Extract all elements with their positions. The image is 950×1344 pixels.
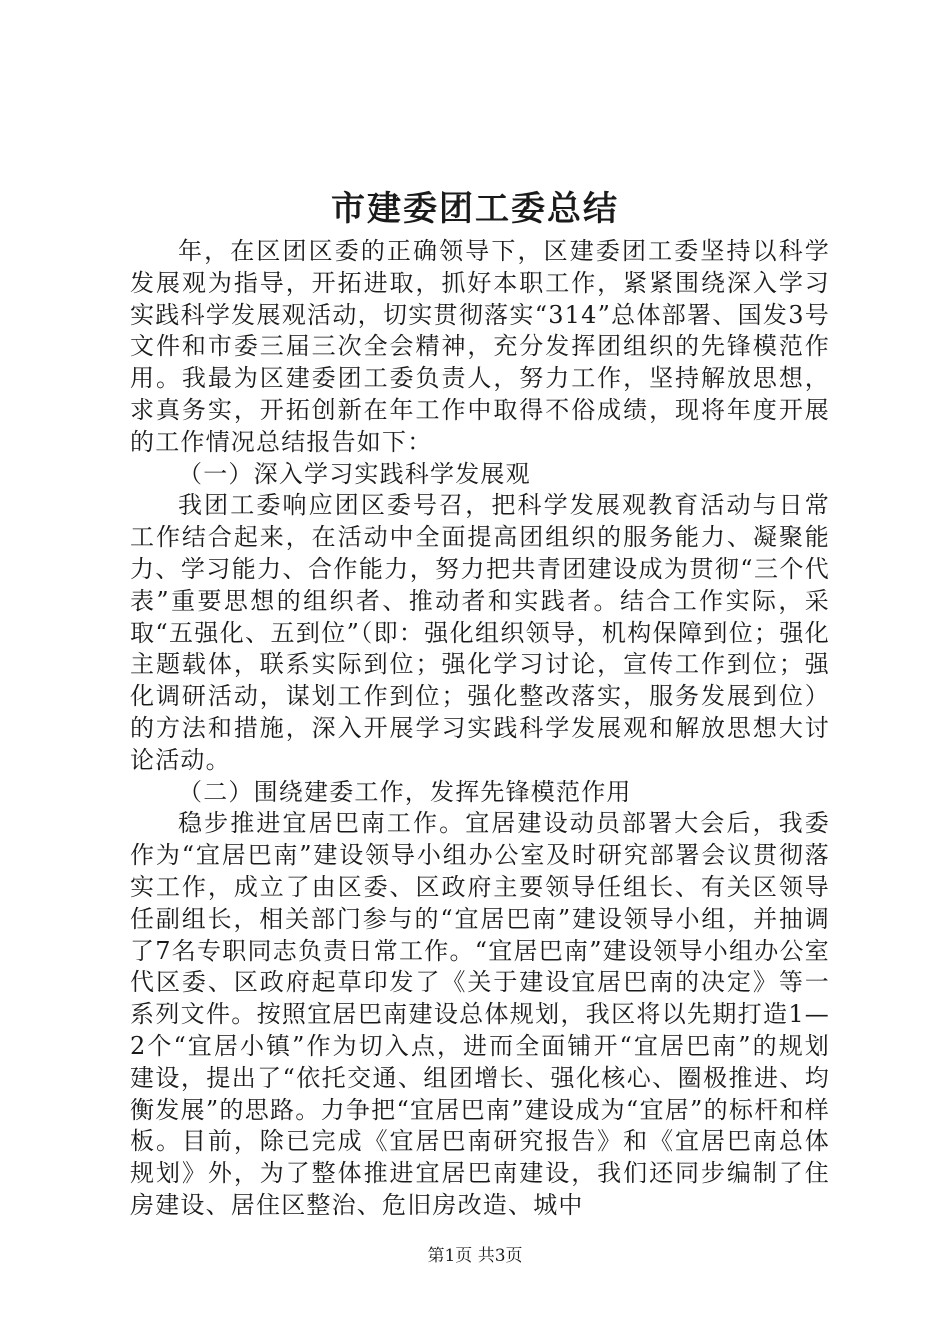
paragraph-section-2: 稳步推进宜居巴南工作。宜居建设动员部署大会后，我委作为“宜居巴南”建设领导小组办公室及时研究部署会议贯彻落实工作，成立了由区委、区政府主要领导任组长、有关区领导任副组长，相关部门参与的“宜居巴南”建设领导小组，并抽调了7名专职同志负责日常工作。“宜居巴南”建设领导小组办公室代区委、区政府起草印发了《关于建设宜居巴南的决定》等一系列文件。按照宜居巴南建设总体规划，我区将以先期打造1—2个“宜居小镇”作为切入点，进而全面铺开“宜居巴南”的规划建设，提出了“依托交通、组团增长、强化核心、圈极推进、均衡发展”的思路。力争把“宜居巴南”建设成为“宜居”的标杆和样板。目前，除已完成《宜居巴南研究报告》和《宜居巴南总体规划》外，为了整体推进宜居巴南建设，我们还同步编制了住房建设、居住区整治、危旧房改造、城中 — [130, 809, 830, 1219]
paragraph-section-1: 我团工委响应团区委号召，把科学发展观教育活动与日常工作结合起来，在活动中全面提高团组织的服务能力、凝聚能力、学习能力、合作能力，努力把共青团建设成为贯彻“三个代表”重要思想的组织者、推动者和实践者。结合工作实际，采取“五强化、五到位”（即：强化组织领导，机构保障到位；强化主题载体，联系实际到位；强化学习讨论，宣传工作到位；强化调研活动，谋划工作到位；强化整改落实，服务发展到位）的方法和措施，深入开展学习实践科学发展观和解放思想大讨论活动。 — [130, 491, 830, 774]
document-title: 市建委团工委总结 — [331, 189, 619, 229]
paragraph-intro: 年，在区团区委的正确领导下，区建委团工委坚持以科学发展观为指导，开拓进取，抓好本职工作，紧紧围绕深入学习实践科学发展观活动，切实贯彻落实“314”总体部署、国发3号文件和市委三届三次全会精神，充分发挥团组织的先锋模范作用。我最为区建委团工委负责人，努力工作，坚持解放思想，求真务实，开拓创新在年工作中取得不俗成绩，现将年度开展的工作情况总结报告如下： — [130, 237, 830, 456]
section-heading-2: （二）围绕建委工作，发挥先锋模范作用 — [178, 777, 632, 806]
page-footer: 第1页 共3页 — [427, 1246, 523, 1266]
section-heading-1: （一）深入学习实践科学发展观 — [178, 459, 531, 488]
document-body — [130, 236, 830, 1222]
